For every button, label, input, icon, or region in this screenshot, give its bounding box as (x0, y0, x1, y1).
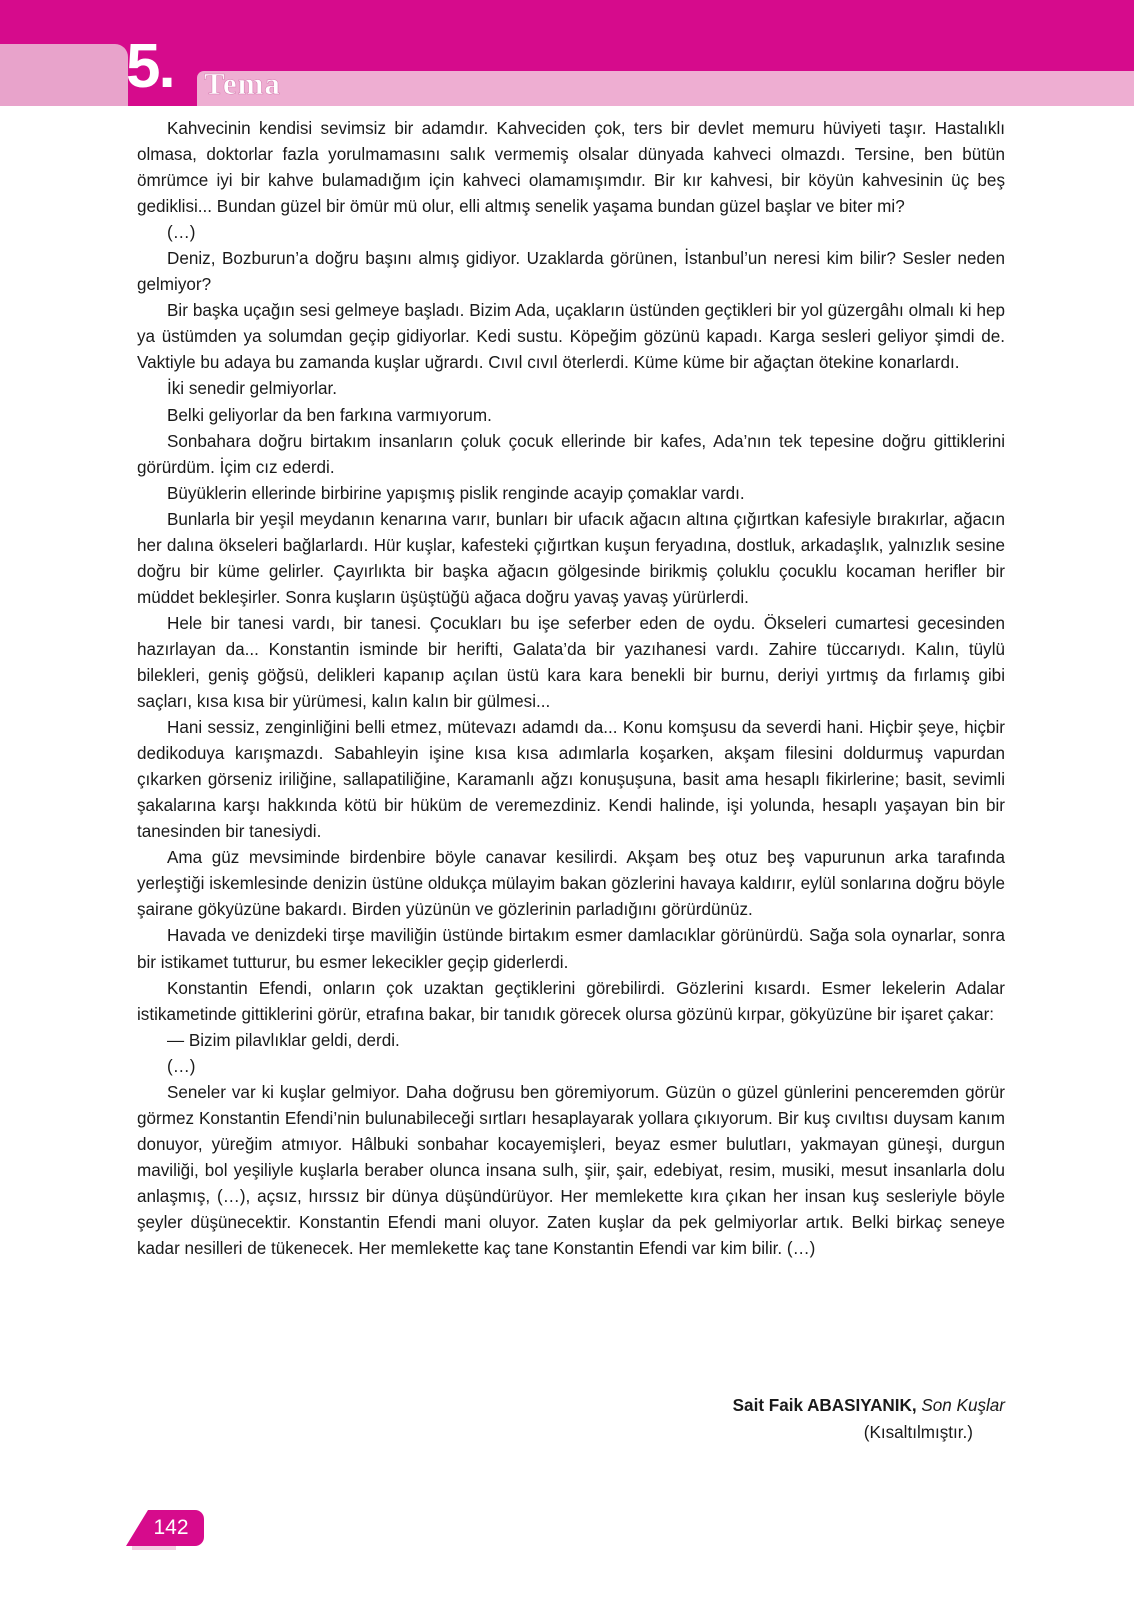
paragraph: Hani sessiz, zenginliğini belli etmez, mütevazı adamdı da... Konu komşusu da severdi hani. Hiçbir şeye, hiçbir dedikoduya karışmazdı. Sabahleyin işine kısa kısa adımlarla koşarken, akşam filesini doldurmuş vapurdan çıkarken görseniz iriliğine, sallapatiliğine, Karamanlı ağzı konuşuşuna, basit ama hesaplı fikirlerine; basit, sevimli şakalarına karşı hakkında kötü bir hüküm de veremezdiniz. Kendi halinde, işi yolunda, hesaplı yaşayan bin bir tanesinden bir tanesiydi. (137, 718, 1005, 842)
header-theme-band (197, 71, 1134, 106)
paragraph: Bunlarla bir yeşil meydanın kenarına varır, bunları bir ufacık ağacın altına çığırtkan kafesiyle bırakırlar, ağacın her dalına ökseleri bağlarlardı. Hür kuşlar, kafesteki çığırtkan kuşun feryadına, dostluk, arkadaşlık, yalnızlık sesine doğru bir küme gelirler. Çayırlıkta bir başka ağacın gölgesinde birikmiş çoluklu çocuklu kocaman herifler bir müddet bekleşirler. Sonra kuşların üşüştüğü ağaca doğru yavaş yavaş yürürlerdi. (137, 509, 1005, 607)
paragraph: Havada ve denizdeki tirşe maviliğin üstünde birtakım esmer damlacıklar görünürdü. Sağa sola oynarlar, sonra bir istikamet tutturur, bu esmer lekecikler geçip giderlerdi. (137, 926, 1005, 972)
paragraph: Bir başka uçağın sesi gelmeye başladı. Bizim Ada, uçakların üstünden geçtikleri bir yol güzergâhı olmalı ki hep ya üstümden ya solumdan geçip gidiyorlar. Kedi sustu. Köpeğim gözünü kapadı. Karga sesleri geliyor şimdi de. Vaktiyle bu adaya bu zamanda kuşlar uğrardı. Cıvıl cıvıl öterlerdi. Küme küme bir ağaçtan ötekine konarlardı. (137, 301, 1005, 373)
abridged-note: (Kısaltılmıştır.) (863, 1423, 973, 1442)
paragraph-ellipsis: (…) (167, 1056, 196, 1076)
paragraph-dialogue: — Bizim pilavlıklar geldi, derdi. (167, 1030, 400, 1050)
source-attribution (137, 1392, 1005, 1446)
paragraph: Deniz, Bozburun’a doğru başını almış gidiyor. Uzaklarda görünen, İstanbul’un neresi kim bilir? Sesler neden gelmiyor? (137, 249, 1005, 295)
paragraph-ellipsis: (…) (167, 223, 196, 243)
theme-number: 5. (126, 32, 174, 101)
paragraph: Konstantin Efendi, onların çok uzaktan geçtiklerini görebilirdi. Gözlerini kısardı. Esmer lekelerin Adalar istikametinde gittiklerini görür, etrafına bakar, bir tanıdık görecek olursa gözünü kırpar, gökyüzüne bir işaret çakar: (137, 978, 1005, 1024)
paragraph: Kahvecinin kendisi sevimsiz bir adamdır. Kahveciden çok, ters bir devlet memuru hüviyeti taşır. Hastalıklı olmasa, doktorlar fazla yorulmamasını salık vermemiş olsalar dünyada kahveci olmazdı. Tersine, ben bütün ömrümce iyi bir kahve bulamadığım için kahveci olamamışımdır. Bir kır kahvesi, bir köyün kahvesinin üç beş gediklisi... Bundan güzel bir ömür mü olur, elli altmış senelik yaşama bundan güzel başlar ve biter mi? (137, 119, 1005, 217)
paragraph: İki senedir gelmiyorlar. (167, 379, 338, 399)
theme-label: Tema (204, 66, 281, 101)
author-name: Sait Faik ABASIYANIK, (732, 1396, 917, 1415)
paragraph: Sonbahara doğru birtakım insanların çoluk çocuk ellerinde bir kafes, Ada’nın tek tepesine doğru gittiklerini görürdüm. İçim cız ederdi. (137, 431, 1005, 477)
work-title: Son Kuşlar (916, 1396, 1005, 1415)
header-left-tab (0, 44, 128, 106)
paragraph: Hele bir tanesi vardı, bir tanesi. Çocukları bu işe seferber eden de oydu. Ökseleri cumartesi gecesinden hazırlayan da... Konstantin isminde bir herifti, Galata’da bir yazıhanesi vardı. Zahire tüccarıydı. Kalın, tüylü bilekleri, geniş göğsü, delikleri kapanıp açılan üstü kara kara benekli bir burnu, deriyi yırtmış da fırlamış gibi saçları, kısa kısa bir yürümesi, kalın kalın bir gülmesi... (137, 613, 1005, 712)
page-number-badge (126, 1510, 204, 1546)
page-header (0, 0, 1134, 106)
paragraph: Belki geliyorlar da ben farkına varmıyorum. (167, 405, 492, 425)
page-number: 142 (153, 1516, 189, 1539)
paragraph: Seneler var ki kuşlar gelmiyor. Daha doğrusu ben göremiyorum. Güzün o güzel günlerini penceremden görür görmez Konstantin Efendi’nin bulunabileceği sırtları hesaplayarak yollara çıkıyorum. Bir kuş cıvıltısı duysam kanım donuyor, yüreğim atmıyor. Hâlbuki sonbahar kocayemişleri, beyaz esmer bulutları, yakmayan güneşi, durgun maviliği, bol yeşiliyle kuşlarla beraber olunca insana sulh, şiir, şair, edebiyat, resim, musiki, mesut insanlarla dolu anlaşmış, (…), açsız, hırssız bir dünya düşündürüyor. Her memlekette kıra çıkan her insan kuş sesleriyle böyle şeyler düşünecektir. Konstantin Efendi mani oluyor. Zaten kuşlar da pek gelmiyorlar artık. Belki birkaç seneye kadar nesilleri de tükenecek. Her memlekette kaç tane Konstantin Efendi var kim bilir. (…) (137, 1082, 1005, 1259)
paragraph: Ama güz mevsiminde birdenbire böyle canavar kesilirdi. Akşam beş otuz beş vapurunun arka tarafında yerleştiği iskemlesinde denizin üstüne oldukça mülayim bakan gözlerini havaya kaldırır, eylül sonlarına doğru böyle şairane gökyüzüne bakardı. Birden yüzünün ve gözlerinin parladığını görürdünüz. (137, 848, 1005, 920)
paragraph: Büyüklerin ellerinde birbirine yapışmış pislik renginde acayip çomaklar vardı. (167, 483, 745, 503)
article-body (137, 116, 1005, 1262)
